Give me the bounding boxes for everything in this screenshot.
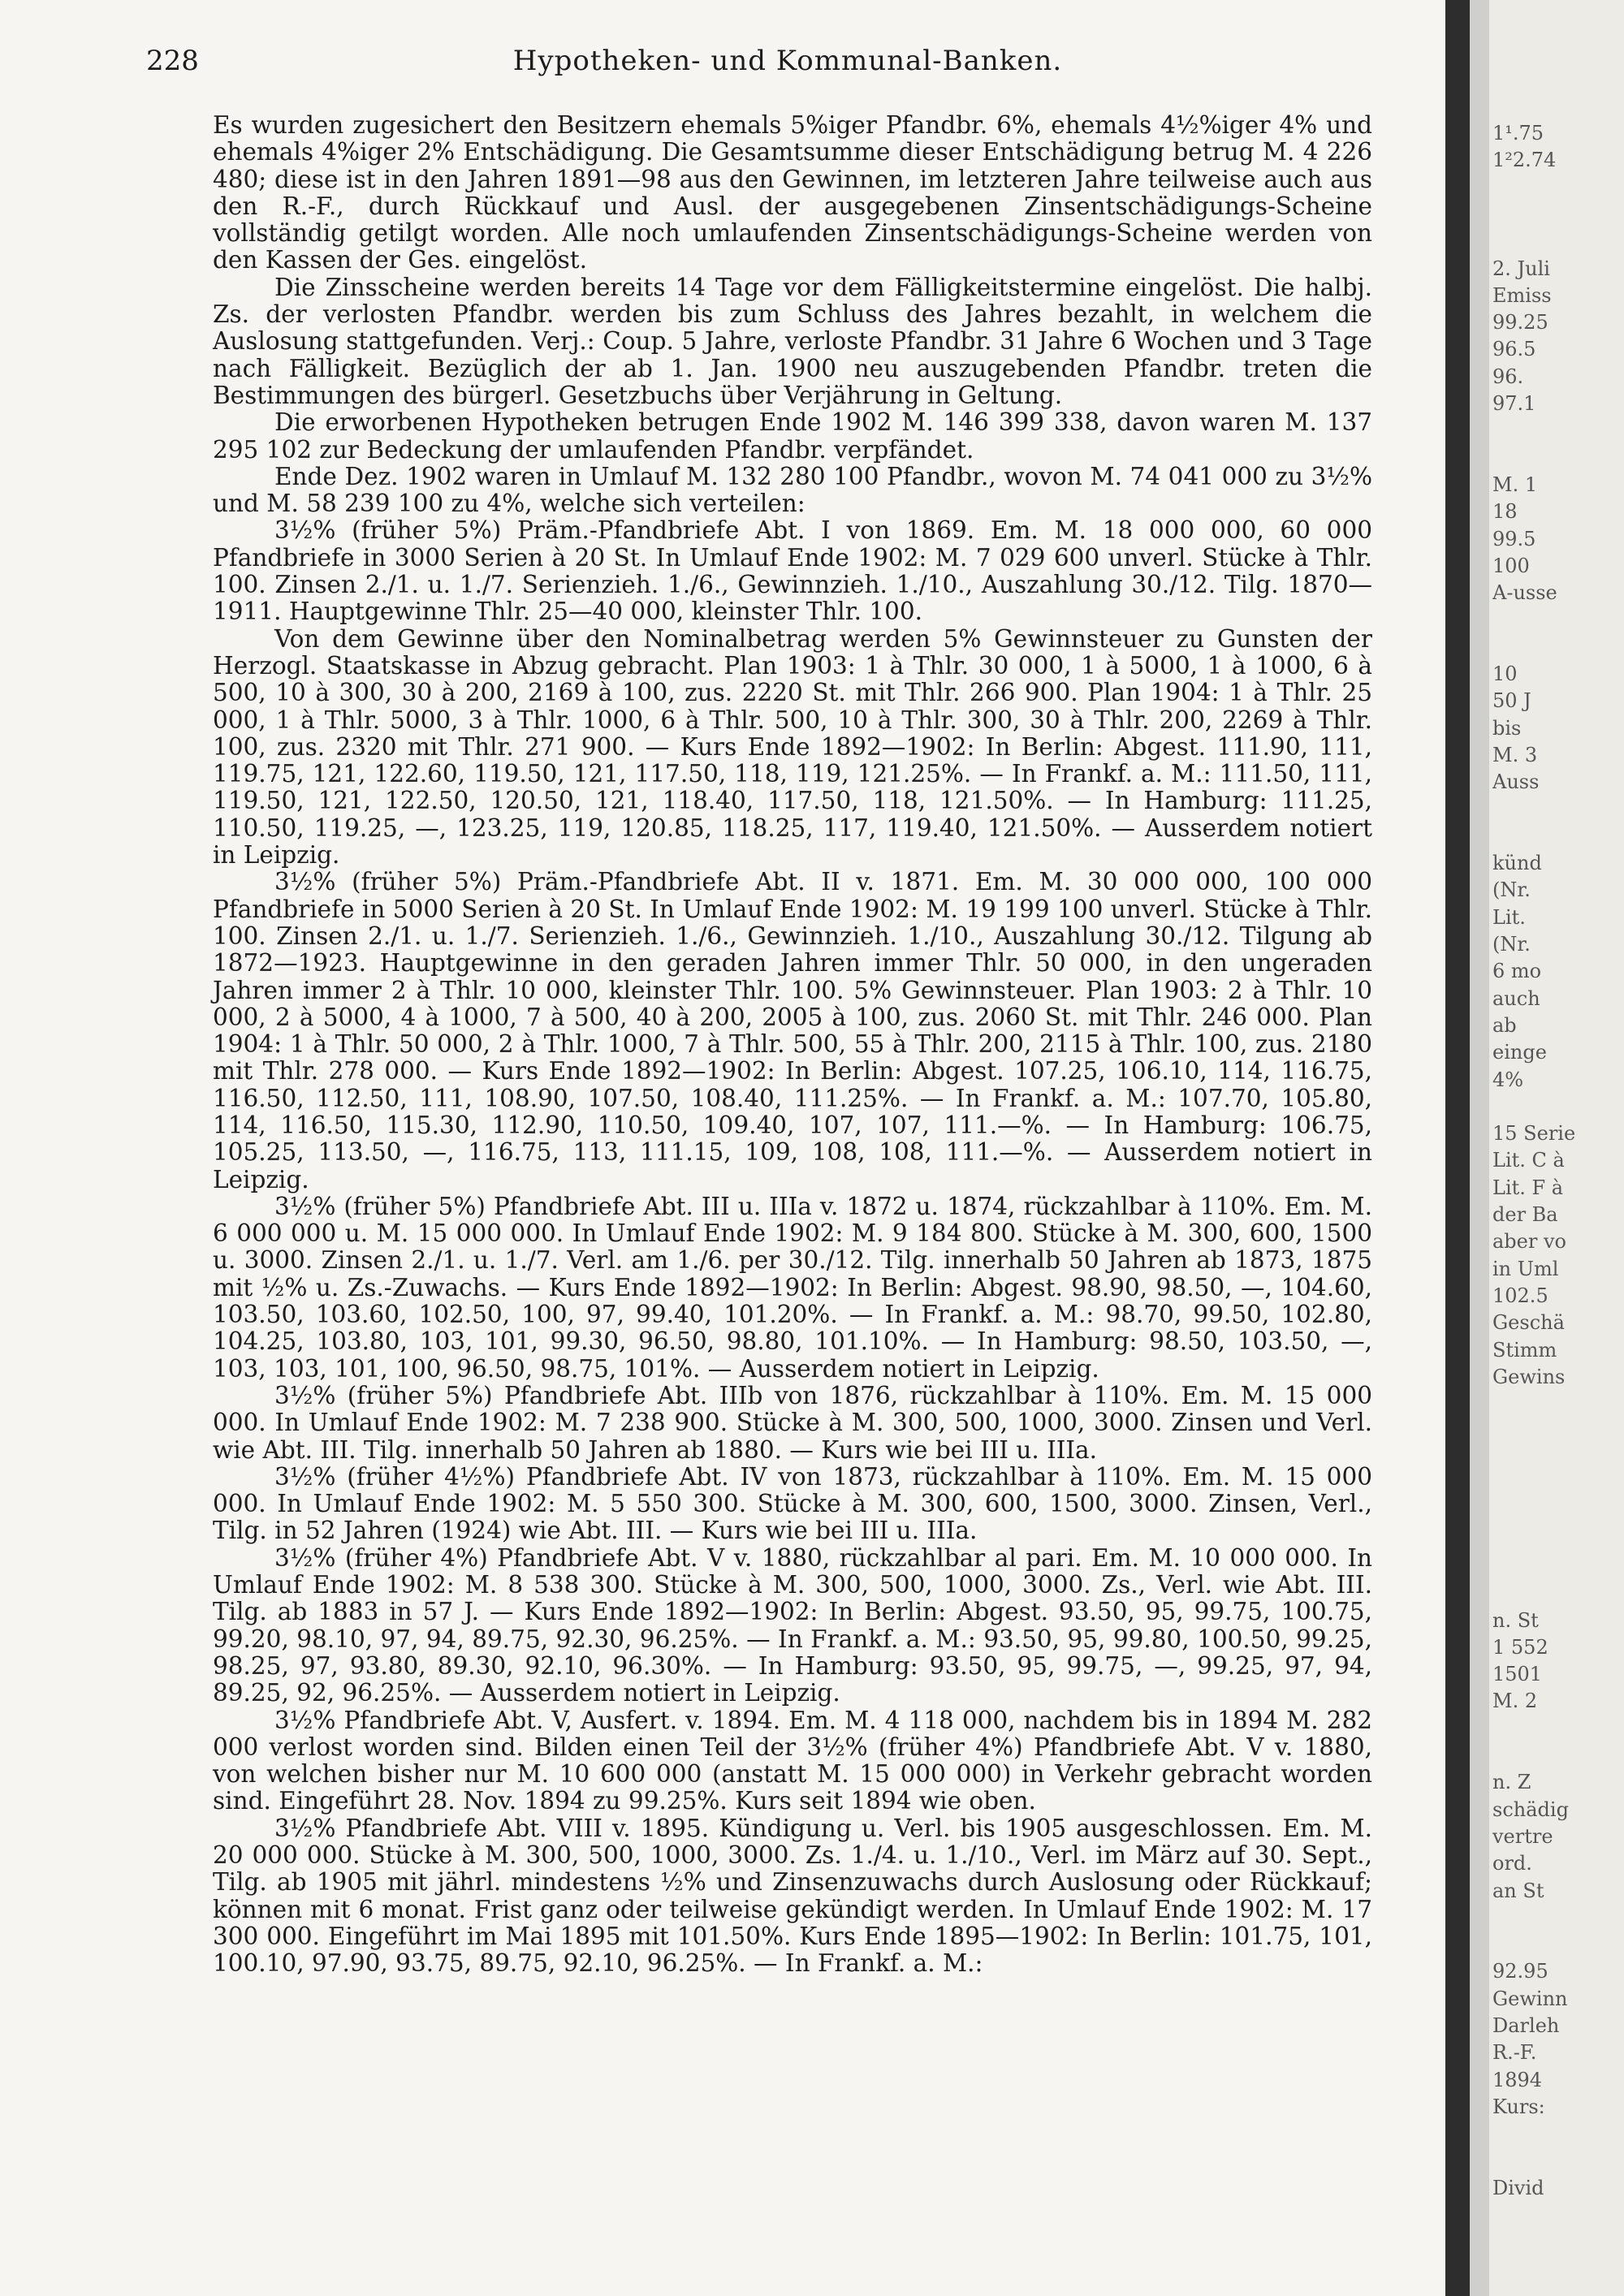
adjacent-page-fragment: Gewins <box>1492 1365 1566 1388</box>
adjacent-page-fragment: 99.25 <box>1492 311 1548 334</box>
adjacent-page-fragment: Gewinn <box>1492 1987 1568 2010</box>
paragraph-abt-8: 3½% Pfandbriefe Abt. VIII v. 1895. Kündigung u. Verl. bis 1905 ausgeschlossen. Em. M. 20 000 000. Stücke à M. 300, 500, 1000, 3000. Zs. 1./4. u. 1./10., Verl. im März auf 30. Sept., Tilg. ab 1905 mit jährl. mindestens ½% und Zinsenzuwachs durch Auslosung oder Rückkauf; können mit 6 monat. Frist ganz oder teilweise gekündigt werden. In Umlauf Ende 1902: M. 17 300 000. Eingeführt im Mai 1895 mit 101.50%. Kurs Ende 1895—1902: In Berlin: 101.75, 101, 100.10, 97.90, 93.75, 89.75, 92.10, 96.25%. — In Frankf. a. M.: <box>213 1814 1372 1978</box>
paragraph-abt-3: 3½% (früher 5%) Pfandbriefe Abt. III u. IIIa v. 1872 u. 1874, rückzahlbar à 110%. Em. M. 6 000 000 u. M. 15 000 000. In Umlauf Ende 1902: M. 9 184 800. Stücke à M. 300, 600, 1500 u. 3000. Zinsen 2./1. u. 1./7. Verl. am 1./6. per 30./12. Tilg. innerhalb 50 Jahren ab 1873, 1875 mit ½% u. Zs.-Zuwachs. — Kurs Ende 1892—1902: In Berlin: Abgest. 98.90, 98.50, —, 104.60, 103.50, 103.60, 102.50, 100, 97, 99.40, 101.20%. — In Frankf. a. M.: 98.70, 99.50, 102.80, 104.25, 103.80, 103, 101, 99.30, 96.50, 98.80, 101.10%. — In Hamburg: 98.50, 103.50, —, 103, 103, 101, 100, 96.50, 98.75, 101%. — Ausserdem notiert in Leipzig. <box>213 1192 1372 1383</box>
adjacent-page-fragment: ab <box>1492 1013 1517 1037</box>
adjacent-page-fragment: 1501 <box>1492 1663 1543 1686</box>
binding-gutter <box>1445 0 1470 2296</box>
text-body <box>213 112 1372 1977</box>
running-title: Hypotheken- und Kommunal-Banken. <box>512 45 1063 77</box>
paragraph-umlauf: Ende Dez. 1902 waren in Umlauf M. 132 280 100 Pfandbr., wovon M. 74 041 000 zu 3½% und M. 58 239 100 zu 4%, welche sich verteilen: <box>213 462 1372 518</box>
adjacent-page-fragment: 100 <box>1492 554 1530 577</box>
adjacent-page-fragment: einge <box>1492 1041 1547 1064</box>
paragraph-hypotheken: Die erworbenen Hypotheken betrugen Ende 1902 M. 146 399 338, davon waren M. 137 295 102 zur Bedeckung der umlaufenden Pfandbr. verpfändet. <box>213 408 1372 464</box>
adjacent-page-edge <box>1489 0 1624 2296</box>
adjacent-page-fragment: der Ba <box>1492 1203 1558 1226</box>
adjacent-page-fragment: Lit. <box>1492 905 1526 929</box>
paragraph-abt-1: 3½% (früher 5%) Präm.-Pfandbriefe Abt. I von 1869. Em. M. 18 000 000, 60 000 Pfandbriefe in 3000 Serien à 20 St. In Umlauf Ende 1902: M. 7 029 600 unverl. Stücke à Thlr. 100. Zinsen 2./1. u. 1./7. Serienzieh. 1./6., Gewinnzieh. 1./10., Auszahlung 30./12. Tilg. 1870—1911. Hauptgewinne Thlr. 25—40 000, kleinster Thlr. 100. <box>213 516 1372 626</box>
adjacent-page-fragment: vertre <box>1492 1824 1553 1848</box>
adjacent-page-fragment: M. 3 <box>1492 743 1538 766</box>
adjacent-page-fragment: Divid <box>1492 2176 1544 2199</box>
paragraph-abt-4: 3½% (früher 4½%) Pfandbriefe Abt. IV von 1873, rückzahlbar à 110%. Em. M. 15 000 000. In Umlauf Ende 1902: M. 5 550 300. Stücke à M. 300, 600, 1500, 3000. Zinsen, Verl., Tilg. in 52 Jahren (1924) wie Abt. III. — Kurs wie bei III u. IIIa. <box>213 1462 1372 1545</box>
adjacent-page-fragment: 2. Juli <box>1492 257 1550 280</box>
adjacent-page-fragment: Stimm <box>1492 1338 1557 1362</box>
adjacent-page-fragment: Geschä <box>1492 1311 1565 1335</box>
adjacent-page-fragment: (Nr. <box>1492 933 1531 956</box>
adjacent-page-fragment: R.-F. <box>1492 2041 1537 2065</box>
paragraph-zinsscheine: Die Zinsscheine werden bereits 14 Tage vor dem Fälligkeitstermine eingelöst. Die halbj. Zs. der verlosten Pfandbr. werden bis zum Schluss des Jahres bezahlt, in welchem die Auslosung stattgefunden. Verj.: Coup. 5 Jahre, verloste Pfandbr. 31 Jahre 6 Wochen und 3 Tage nach Fälligkeit. Bezüglich der ab 1. Jan. 1900 neu auszugebenden Pfandbr. treten die Bestimmungen des bürgerl. Gesetzbuchs über Verjährung in Geltung. <box>213 273 1372 409</box>
adjacent-page-fragment: Auss <box>1492 770 1540 794</box>
adjacent-page-fragment: bis <box>1492 716 1522 740</box>
adjacent-page-fragment: Kurs: <box>1492 2095 1545 2118</box>
gutter-shade <box>1470 0 1489 2296</box>
paragraph-gewinnsteuer: Von dem Gewinne über den Nominalbetrag werden 5% Gewinnsteuer zu Gunsten der Herzogl. Staatskasse in Abzug gebracht. Plan 1903: 1 à Thlr. 30 000, 1 à 5000, 1 à 1000, 6 à 500, 10 à 300, 30 à 200, 2169 à 100, zus. 2220 St. mit Thlr. 266 900. Plan 1904: 1 à Thlr. 25 000, 1 à Thlr. 5000, 3 à Thlr. 1000, 6 à Thlr. 500, 10 à Thlr. 300, 30 à Thlr. 200, 2269 à Thlr. 100, zus. 2320 mit Thlr. 271 900. — Kurs Ende 1892—1902: In Berlin: Abgest. 111.90, 111, 119.75, 121, 122.60, 119.50, 121, 117.50, 118, 119, 121.25%. — In Frankf. a. M.: 111.50, 111, 119.50, 121, 122.50, 120.50, 121, 118.40, 117.50, 118, 121.50%. — In Hamburg: 111.25, 110.50, 119.25, —, 123.25, 119, 120.85, 118.25, 117, 119.40, 121.50%. — Ausserdem notiert in Leipzig. <box>213 624 1372 870</box>
adjacent-page-fragment: 10 <box>1492 662 1518 685</box>
adjacent-page-fragment: in Uml <box>1492 1257 1559 1280</box>
adjacent-page-fragment: Darleh <box>1492 2014 1560 2037</box>
paragraph-abt-5: 3½% (früher 4%) Pfandbriefe Abt. V v. 1880, rückzahlbar al pari. Em. M. 10 000 000. In Umlauf Ende 1902: M. 8 538 300. Stücke à M. 300, 500, 1000, 3000. Zs., Verl. wie Abt. III. Tilg. ab 1883 in 57 J. — Kurs Ende 1892—1902: In Berlin: Abgest. 93.50, 95, 99.75, 100.75, 99.20, 98.10, 97, 94, 89.75, 92.30, 96.25%. — In Frankf. a. M.: 93.50, 95, 99.80, 100.50, 99.25, 98.25, 97, 93.80, 89.30, 92.10, 96.30%. — In Hamburg: 93.50, 95, 99.75, —, 99.25, 97, 94, 89.25, 92, 96.25%. — Ausserdem notiert in Leipzig. <box>213 1543 1372 1707</box>
adjacent-page-fragment: 1²2.74 <box>1492 149 1557 172</box>
paragraph-abt-5-1894: 3½% Pfandbriefe Abt. V, Ausfert. v. 1894. Em. M. 4 118 000, nachdem bis in 1894 M. 282 000 verlost worden sind. Bilden einen Teil der 3½% (früher 4%) Pfandbriefe Abt. V v. 1880, von welchen bisher nur M. 10 600 000 (anstatt M. 15 000 000) in Verkehr gebracht worden sind. Eingeführt 28. Nov. 1894 zu 99.25%. Kurs seit 1894 wie oben. <box>213 1706 1372 1815</box>
adjacent-page-fragment: künd <box>1492 852 1542 875</box>
adjacent-page-fragment: Emiss <box>1492 283 1552 307</box>
adjacent-page-fragment: 96. <box>1492 365 1524 388</box>
adjacent-page-fragment: 1 552 <box>1492 1635 1548 1659</box>
adjacent-page-fragment: ord. <box>1492 1852 1532 1875</box>
adjacent-page-fragment: an St <box>1492 1879 1544 1902</box>
adjacent-page-fragment: 15 Serie <box>1492 1122 1576 1146</box>
adjacent-page-fragment: 92.95 <box>1492 1960 1548 1983</box>
adjacent-page-fragment: schädig <box>1492 1798 1569 1821</box>
paragraph-abt-2: 3½% (früher 5%) Präm.-Pfandbriefe Abt. II v. 1871. Em. M. 30 000 000, 100 000 Pfandbriefe in 5000 Serien à 20 St. In Umlauf Ende 1902: M. 19 199 100 unverl. Stücke à Thlr. 100. Zinsen 2./1. u. 1./7. Serienzieh. 1./6., Gewinnzieh. 1./10., Auszahlung 30./12. Tilgung ab 1872—1923. Hauptgewinne in den geraden Jahren immer Thlr. 50 000, in den ungeraden Jahren immer 2 à Thlr. 10 000, kleinster Thlr. 100. 5% Gewinnsteuer. Plan 1903: 2 à Thlr. 10 000, 2 à 5000, 4 à 1000, 7 à 500, 40 à 200, 2005 à 100, zus. 2060 St. mit Thlr. 246 000. Plan 1904: 1 à Thlr. 50 000, 2 à Thlr. 1000, 7 à Thlr. 500, 55 à Thlr. 200, 2115 à Thlr. 100, zus. 2180 mit Thlr. 278 000. — Kurs Ende 1892—1902: In Berlin: Abgest. 107.25, 106.10, 114, 116.75, 116.50, 112.50, 111, 108.90, 107.50, 108.40, 111.25%. — In Frankf. a. M.: 107.70, 105.80, 114, 116.50, 115.30, 112.90, 110.50, 109.40, 107, 107, 111.—%. — In Hamburg: 106.75, 105.25, 113.50, —, 116.75, 113, 111.15, 109, 108, 108, 111.—%. — Ausserdem notiert in Leipzig. <box>213 868 1372 1193</box>
page-header <box>146 45 1429 93</box>
page-number: 228 <box>146 45 199 77</box>
adjacent-page-fragment: 102.5 <box>1492 1284 1548 1307</box>
adjacent-page-fragment: aber vo <box>1492 1230 1566 1254</box>
adjacent-page-fragment: n. Z <box>1492 1771 1531 1794</box>
adjacent-page-fragment: M. 2 <box>1492 1690 1538 1713</box>
adjacent-page-fragment: Lit. F à <box>1492 1176 1564 1199</box>
adjacent-page-fragment: Lit. C à <box>1492 1149 1565 1172</box>
adjacent-page-fragment: 96.5 <box>1492 338 1536 361</box>
adjacent-page-fragment: 97.1 <box>1492 392 1536 415</box>
adjacent-page-fragment: A-usse <box>1492 581 1557 605</box>
paragraph-entschaedigung: Es wurden zugesichert den Besitzern ehemals 5%iger Pfandbr. 6%, ehemals 4½%iger 4% und ehemals 4%iger 2% Entschädigung. Die Gesamtsumme dieser Entschädigung betrug M. 4 226 480; diese ist in den Jahren 1891—98 aus den Gewinnen, im letzteren Jahre teilweise auch aus den R.-F., durch Rückkauf und Ausl. der ausgegebenen Zinsentschädigungs-Scheine vollständig getilgt worden. Alle noch umlaufenden Zinsentschädigungs-Scheine werden von den Kassen der Ges. eingelöst. <box>213 111 1372 274</box>
adjacent-page-fragment: M. 1 <box>1492 473 1538 496</box>
adjacent-page-fragment: (Nr. <box>1492 878 1531 902</box>
adjacent-page-fragment: 4% <box>1492 1068 1524 1091</box>
adjacent-page-fragment: 6 mo <box>1492 960 1542 983</box>
adjacent-page-fragment: 18 <box>1492 500 1518 524</box>
adjacent-page-fragment: auch <box>1492 986 1540 1010</box>
adjacent-page-fragment: n. St <box>1492 1608 1539 1632</box>
adjacent-page-fragment: 1894 <box>1492 2068 1543 2091</box>
adjacent-page-fragment: 99.5 <box>1492 527 1536 550</box>
paragraph-abt-3b: 3½% (früher 5%) Pfandbriefe Abt. IIIb von 1876, rückzahlbar à 110%. Em. M. 15 000 000. In Umlauf Ende 1902: M. 7 238 900. Stücke à M. 300, 500, 1000, 3000. Zinsen und Verl. wie Abt. III. Tilg. innerhalb 50 Jahren ab 1880. — Kurs wie bei III u. IIIa. <box>213 1381 1372 1464</box>
adjacent-page-fragment: 50 J <box>1492 689 1531 713</box>
adjacent-page-fragment: 1¹.75 <box>1492 122 1544 145</box>
